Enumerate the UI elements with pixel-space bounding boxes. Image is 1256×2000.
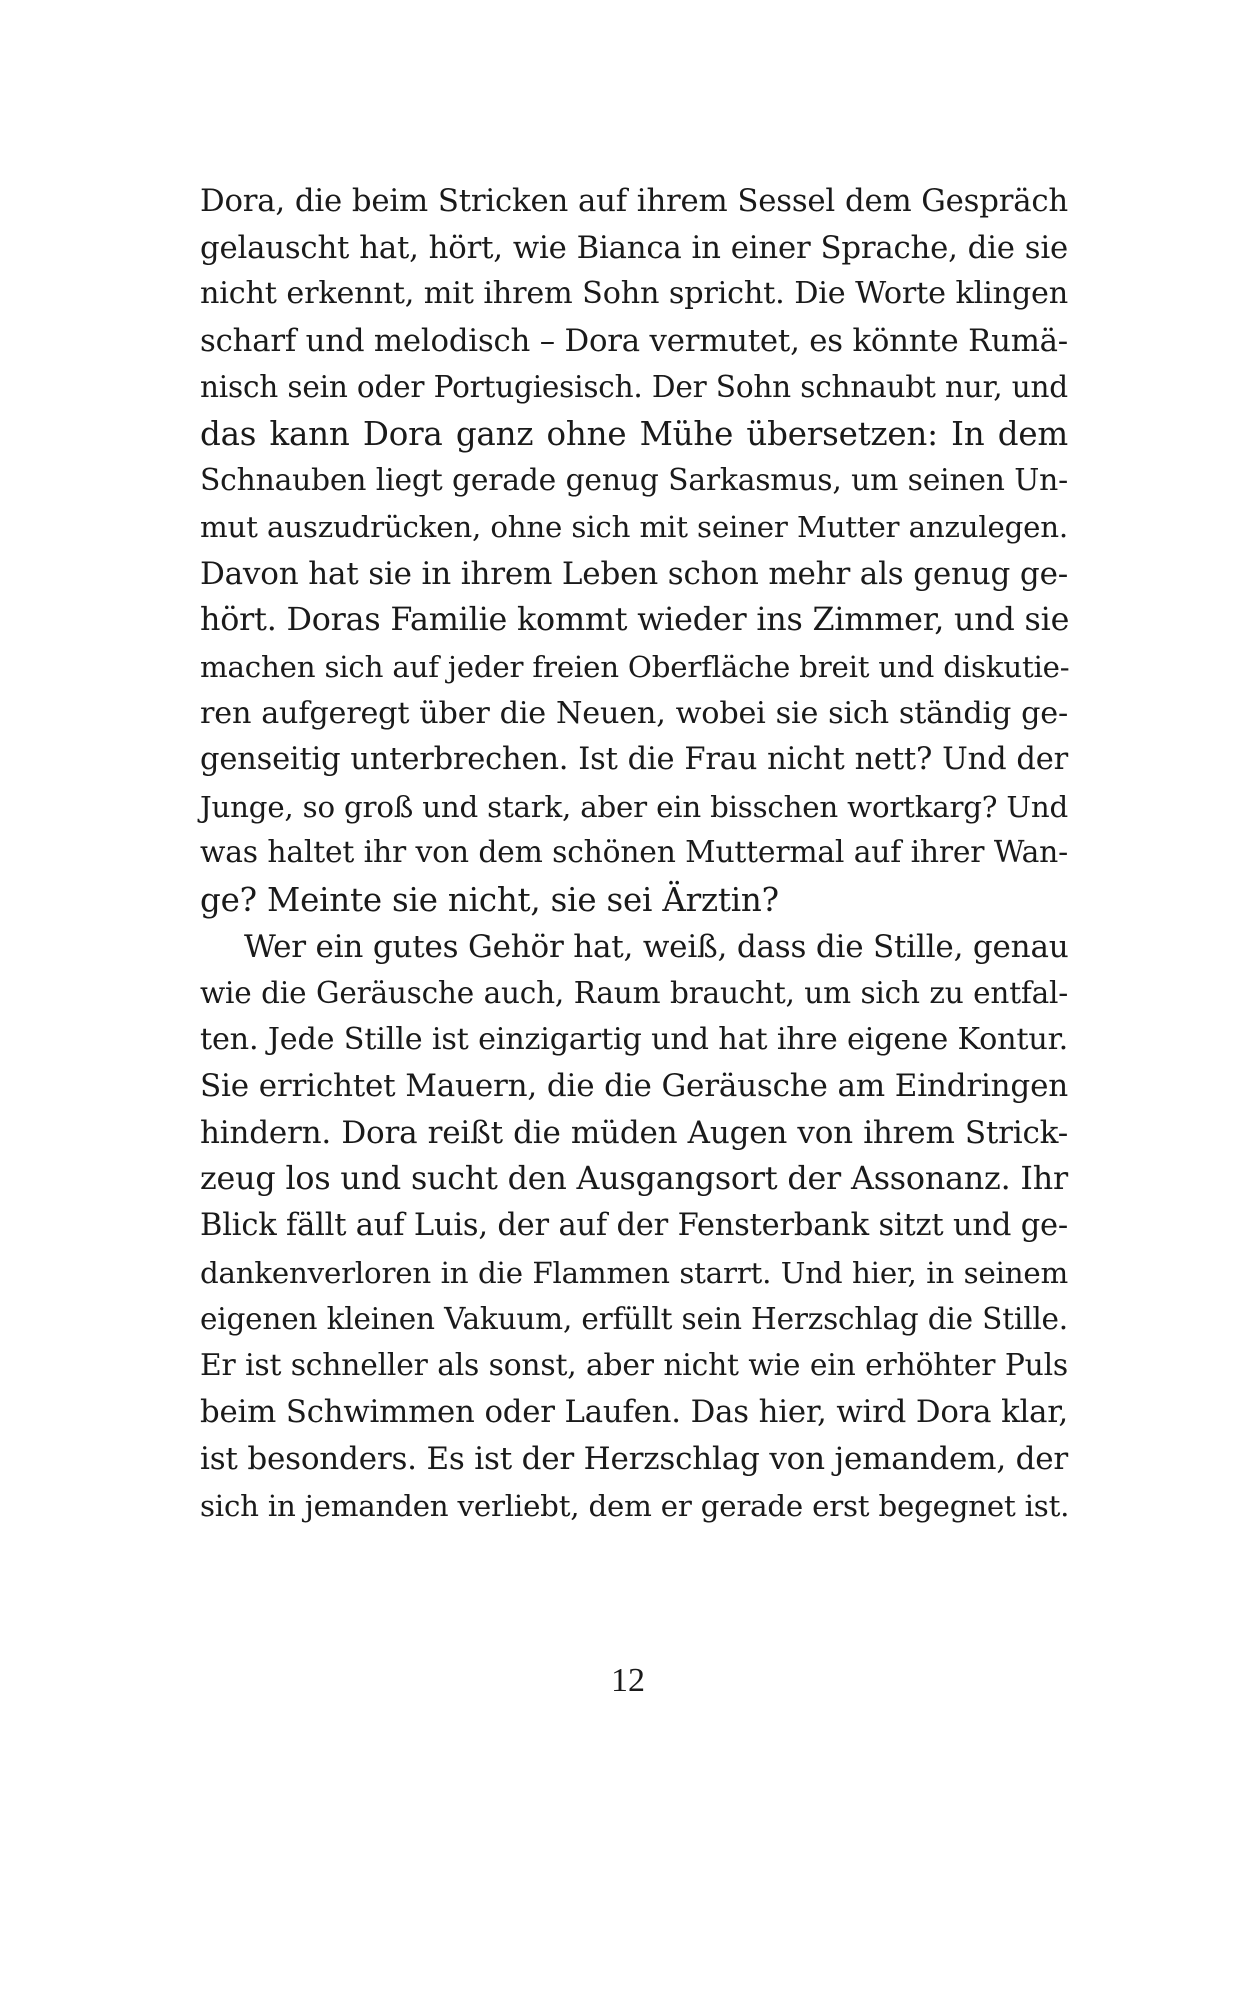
text-line: das kann Dora ganz ohne Mühe übersetzen: In dem xyxy=(200,414,1068,453)
text-line: sich in jemanden verliebt, dem er gerade erst begegnet ist. xyxy=(200,1488,1070,1523)
text-line: eigenen kleinen Vakuum, erfüllt sein Herzschlag die Stille. xyxy=(200,1302,1068,1337)
body-text xyxy=(200,178,1068,1529)
text-line: Wer ein gutes Gehör hat, weiß, dass die Stille, genau xyxy=(244,928,1069,965)
text-line: beim Schwimmen oder Laufen. Das hier, wird Dora klar, xyxy=(200,1394,1068,1431)
text-line: Sie errichtet Mauern, die die Geräusche am Eindringen xyxy=(200,1068,1068,1105)
paragraph-2 xyxy=(200,924,1068,1530)
text-line: nisch sein oder Portugiesisch. Der Sohn schnaubt nur, und xyxy=(200,370,1068,405)
text-line: Davon hat sie in ihrem Leben schon mehr als genug ge- xyxy=(200,555,1068,592)
text-line: Er ist schneller als sonst, aber nicht wie ein erhöhter Puls xyxy=(200,1347,1068,1383)
text-line: machen sich auf jeder freien Oberfläche breit und diskutie- xyxy=(200,649,1070,684)
text-line: dankenverloren in die Flammen starrt. Und hier, in seinem xyxy=(200,1255,1068,1290)
text-line: mut auszudrücken, ohne sich mit seiner Mutter anzulegen. xyxy=(200,510,1068,545)
text-line: nicht erkennt, mit ihrem Sohn spricht. Die Worte klingen xyxy=(200,276,1068,312)
text-line: ge? Meinte sie nicht, sie sei Ärztin? xyxy=(200,880,779,919)
text-line: wie die Geräusche auch, Raum braucht, um sich zu entfal- xyxy=(200,976,1068,1011)
page-number: 12 xyxy=(611,1662,645,1699)
text-line: hindern. Dora reißt die müden Augen von ihrem Strick- xyxy=(200,1114,1068,1151)
paragraph-1 xyxy=(200,178,1068,924)
text-line: was haltet ihr von dem schönen Muttermal auf ihrer Wan- xyxy=(200,835,1068,871)
text-line: scharf und melodisch – Dora vermutet, es könnte Rumä- xyxy=(200,322,1068,359)
text-line: gelauscht hat, hört, wie Bianca in einer Sprache, die sie xyxy=(200,229,1068,266)
text-line: Dora, die beim Stricken auf ihrem Sessel dem Gespräch xyxy=(200,183,1068,219)
text-line: ist besonders. Es ist der Herzschlag von jemandem, der xyxy=(200,1441,1069,1478)
text-line: ten. Jede Stille ist einzigartig und hat ihre eigene Kontur. xyxy=(200,1021,1068,1057)
text-line: Blick fällt auf Luis, der auf der Fensterbank sitzt und ge- xyxy=(200,1208,1068,1244)
text-line: ren aufgeregt über die Neuen, wobei sie sich ständig ge- xyxy=(200,695,1068,731)
text-line: zeug los und sucht den Ausgangsort der Assonanz. Ihr xyxy=(200,1161,1068,1198)
text-line: hört. Doras Familie kommt wieder ins Zimmer, und sie xyxy=(200,602,1070,639)
text-line: Schnauben liegt gerade genug Sarkasmus, um seinen Un- xyxy=(200,462,1068,498)
text-line: genseitig unterbrechen. Ist die Frau nicht nett? Und der xyxy=(200,742,1068,778)
text-line: Junge, so groß und stark, aber ein bisschen wortkarg? Und xyxy=(200,789,1068,824)
